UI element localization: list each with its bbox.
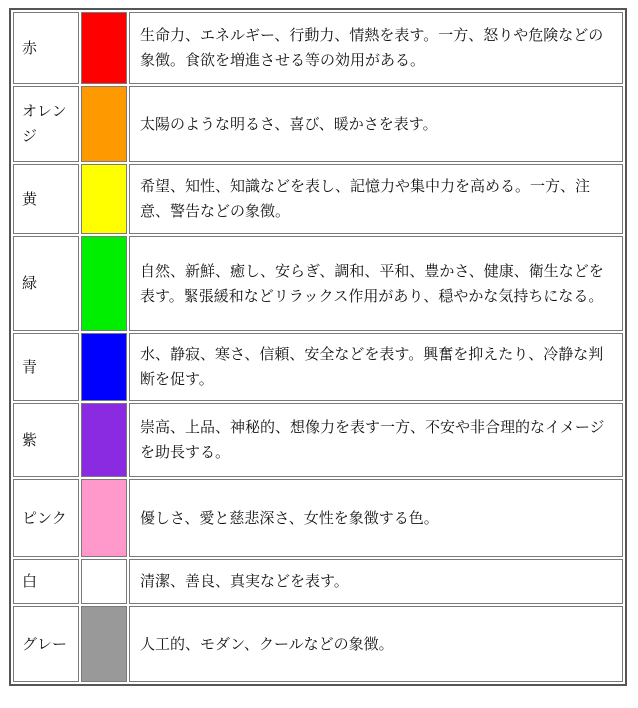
color-swatch (81, 403, 127, 477)
color-name: 緑 (13, 236, 79, 331)
color-name: 紫 (13, 403, 79, 477)
color-description: 水、静寂、寒さ、信頼、安全などを表す。興奮を抑えたり、冷静な判断を促す。 (129, 333, 623, 401)
color-name: 黄 (13, 164, 79, 234)
color-swatch (81, 606, 127, 682)
color-name: 白 (13, 559, 79, 604)
color-name: グレー (13, 606, 79, 682)
table-row (13, 403, 623, 477)
color-chip (82, 609, 126, 679)
color-swatch (81, 164, 127, 234)
color-description: 希望、知性、知識などを表し、記憶力や集中力を高める。一方、注意、警告などの象徴。 (129, 164, 623, 234)
color-chip (82, 336, 126, 398)
color-swatch (81, 333, 127, 401)
color-swatch (81, 86, 127, 162)
color-swatch (81, 559, 127, 604)
color-chip (82, 562, 126, 601)
table-row (13, 606, 623, 682)
color-chip (82, 482, 126, 554)
color-name: オレンジ (13, 86, 79, 162)
color-description: 太陽のような明るさ、喜び、暖かさを表す。 (129, 86, 623, 162)
table-row (13, 86, 623, 162)
color-description: 優しさ、愛と慈悲深さ、女性を象徴する色。 (129, 479, 623, 557)
color-description: 自然、新鮮、癒し、安らぎ、調和、平和、豊かさ、健康、衛生などを表す。緊張緩和などリラックス作用があり、穏やかな気持ちになる。 (129, 236, 623, 331)
table-row (13, 12, 623, 84)
color-description: 人工的、モダン、クールなどの象徴。 (129, 606, 623, 682)
color-meaning-table (9, 8, 627, 686)
color-description: 清潔、善良、真実などを表す。 (129, 559, 623, 604)
color-name: 青 (13, 333, 79, 401)
color-swatch (81, 236, 127, 331)
table-row (13, 164, 623, 234)
table-row (13, 333, 623, 401)
table-row (13, 479, 623, 557)
color-description: 生命力、エネルギー、行動力、情熱を表す。一方、怒りや危険などの象徴。食欲を増進させる等の効用がある。 (129, 12, 623, 84)
color-swatch (81, 479, 127, 557)
color-chip (82, 15, 126, 81)
color-chip (82, 167, 126, 231)
color-chip (82, 89, 126, 159)
table-row (13, 559, 623, 604)
color-name: ピンク (13, 479, 79, 557)
color-chip (82, 239, 126, 328)
color-chip (82, 406, 126, 474)
color-name: 赤 (13, 12, 79, 84)
color-description: 崇高、上品、神秘的、想像力を表す一方、不安や非合理的なイメージを助長する。 (129, 403, 623, 477)
color-swatch (81, 12, 127, 84)
table-row (13, 236, 623, 331)
